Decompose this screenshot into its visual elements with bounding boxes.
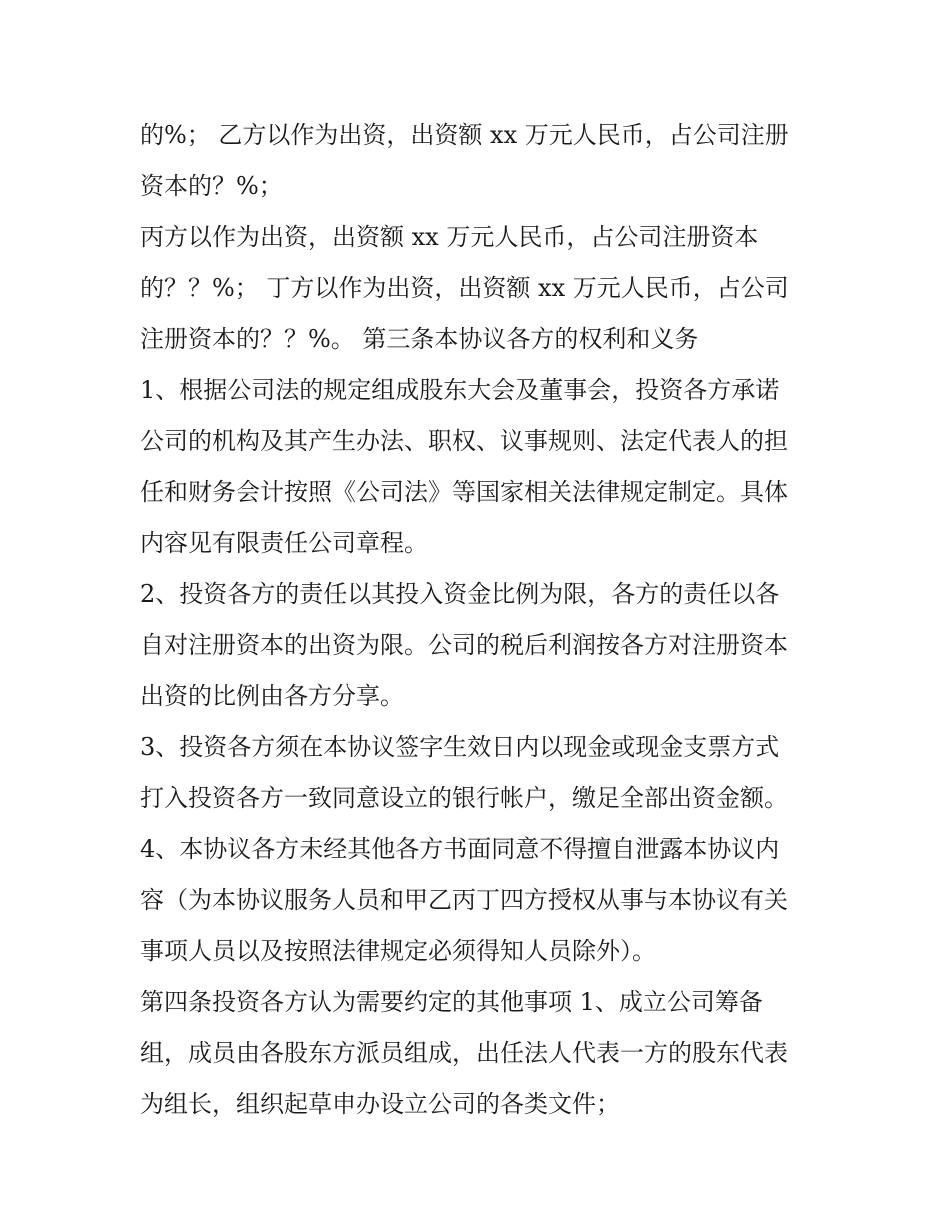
text-line: 组，成员由各股东方派员组成，出任法人代表一方的股东代表	[140, 1039, 788, 1067]
text-line: 的？？%； 丁方以作为出资，出资额 xx 万元人民币，占公司	[140, 274, 789, 302]
text-line: 内容见有限责任公司章程。	[140, 529, 428, 557]
text-line: 自对注册资本的出资为限。公司的税后利润按各方对注册资本	[140, 631, 788, 659]
text-line: 任和财务会计按照《公司法》等国家相关法律规定制定。具体	[140, 478, 788, 506]
text-line: 资本的？%；	[140, 172, 283, 200]
text-line: 为组长，组织起草申办设立公司的各类文件；	[140, 1090, 620, 1118]
text-line: 2、投资各方的责任以其投入资金比例为限，各方的责任以各	[140, 580, 780, 608]
text-line: 注册资本的？？%。 第三条本协议各方的权利和义务	[140, 325, 699, 353]
text-line: 3、投资各方须在本协议签字生效日内以现金或现金支票方式	[140, 733, 780, 761]
text-line: 容（为本协议服务人员和甲乙丙丁四方授权从事与本协议有关	[140, 886, 788, 914]
text-line: 的%； 乙方以作为出资，出资额 xx 万元人民币，占公司注册	[140, 121, 789, 149]
text-line: 1、根据公司法的规定组成股东大会及董事会，投资各方承诺	[140, 376, 780, 404]
text-line: 公司的机构及其产生办法、职权、议事规则、法定代表人的担	[140, 427, 788, 455]
text-line: 打入投资各方一致同意设立的银行帐户，缴足全部出资金额。	[140, 784, 788, 812]
text-line: 4、本协议各方未经其他各方书面同意不得擅自泄露本协议内	[140, 835, 780, 863]
document-body	[140, 110, 820, 1130]
text-line: 出资的比例由各方分享。	[140, 682, 404, 710]
text-line: 丙方以作为出资，出资额 xx 万元人民币，占公司注册资本	[140, 223, 759, 251]
text-line: 第四条投资各方认为需要约定的其他事项 1、成立公司筹备	[140, 988, 763, 1016]
text-line: 事项人员以及按照法律规定必须得知人员除外）。	[140, 937, 656, 965]
